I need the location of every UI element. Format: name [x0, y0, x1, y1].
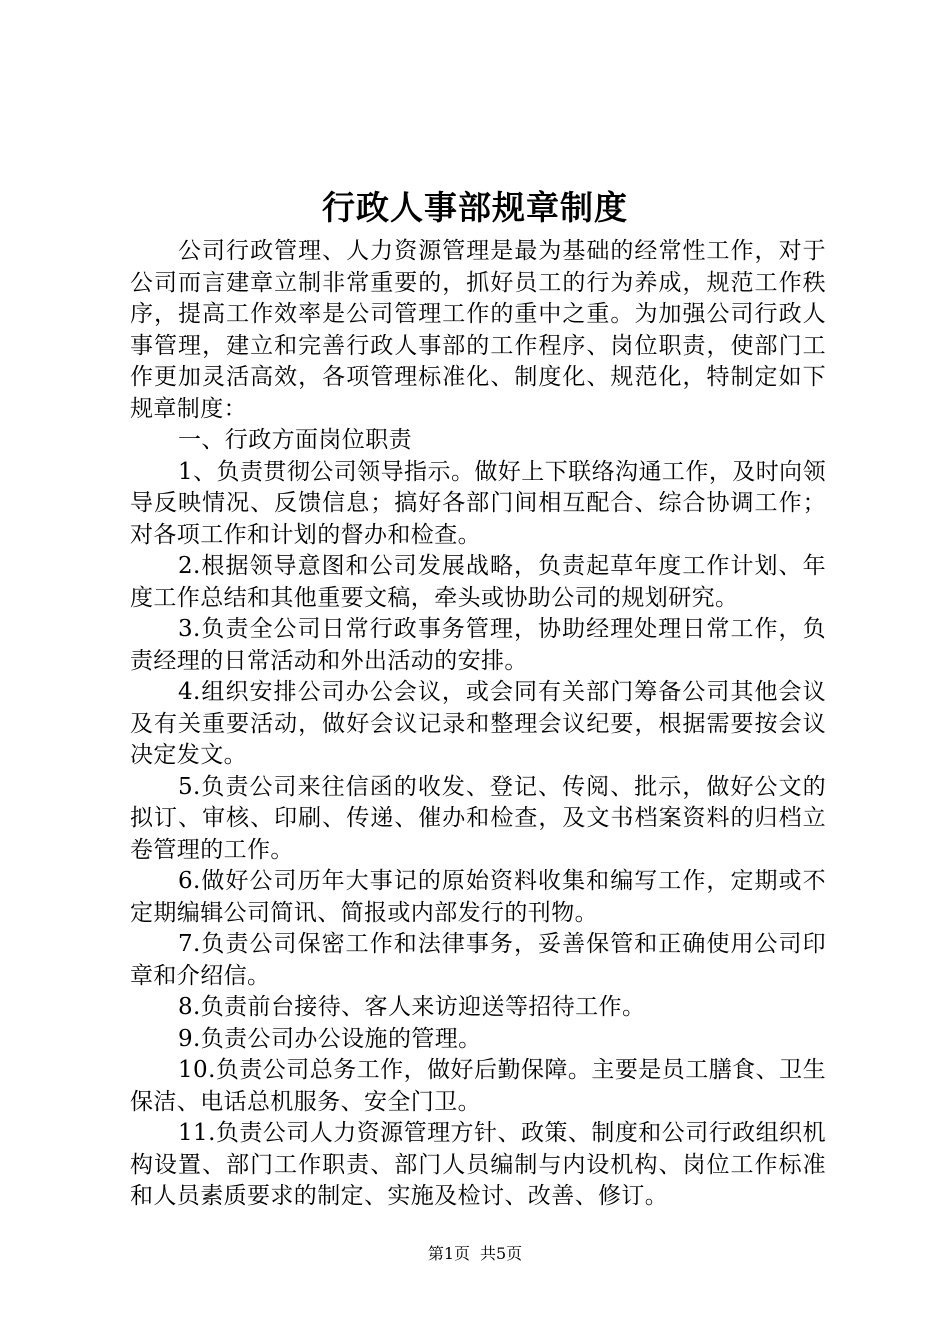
duty-item-4: 4.组织安排公司办公会议，或会同有关部门筹备公司其他会议及有关重要活动，做好会议记录和整理会议纪要，根据需要按会议决定发文。	[130, 679, 826, 768]
duty-item-5: 5.负责公司来往信函的收发、登记、传阅、批示，做好公文的拟订、审核、印刷、传递、催办和检查，及文书档案资料的归档立卷管理的工作。	[130, 773, 826, 863]
duty-item-1: 1、负责贯彻公司领导指示。做好上下联络沟通工作，及时向领导反映情况、反馈信息；搞好各部门间相互配合、综合协调工作；对各项工作和计划的督办和检查。	[130, 458, 826, 548]
intro-paragraph: 公司行政管理、人力资源管理是最为基础的经常性工作，对于公司而言建章立制非常重要的，抓好员工的行为养成，规范工作秩序，提高工作效率是公司管理工作的重中之重。为加强公司行政人事管理，建立和完善行政人事部的工作程序、岗位职责，使部门工作更加灵活高效，各项管理标准化、制度化、规范化，特制定如下规章制度：	[130, 238, 826, 422]
duty-item-7: 7.负责公司保密工作和法律事务，妥善保管和正确使用公司印章和介绍信。	[130, 931, 826, 989]
duty-item-6: 6.做好公司历年大事记的原始资料收集和编写工作，定期或不定期编辑公司简讯、简报或内部发行的刊物。	[130, 868, 826, 926]
document-body	[130, 236, 826, 1213]
page-total: 共5页	[480, 1244, 523, 1263]
duty-item-3: 3.负责全公司日常行政事务管理，协助经理处理日常工作，负责经理的日常活动和外出活动的安排。	[130, 616, 826, 674]
document-title: 行政人事部规章制度	[322, 188, 628, 227]
duty-item-10: 10.负责公司总务工作，做好后勤保障。主要是员工膳食、卫生保洁、电话总机服务、安全门卫。	[130, 1057, 826, 1115]
duty-item-2: 2.根据领导意图和公司发展战略，负责起草年度工作计划、年度工作总结和其他重要文稿，牵头或协助公司的规划研究。	[130, 553, 826, 611]
duty-item-8: 8.负责前台接待、客人来访迎送等招待工作。	[178, 994, 646, 1020]
duty-item-9: 9.负责公司办公设施的管理。	[178, 1025, 482, 1052]
section-heading: 一、行政方面岗位职责	[178, 427, 412, 453]
page-number: 第1页	[427, 1244, 470, 1263]
page-footer	[0, 1243, 950, 1265]
duty-item-11: 11.负责公司人力资源管理方针、政策、制度和公司行政组织机构设置、部门工作职责、部门人员编制与内设机构、岗位工作标准和人员素质要求的制定、实施及检讨、改善、修订。	[130, 1120, 826, 1209]
